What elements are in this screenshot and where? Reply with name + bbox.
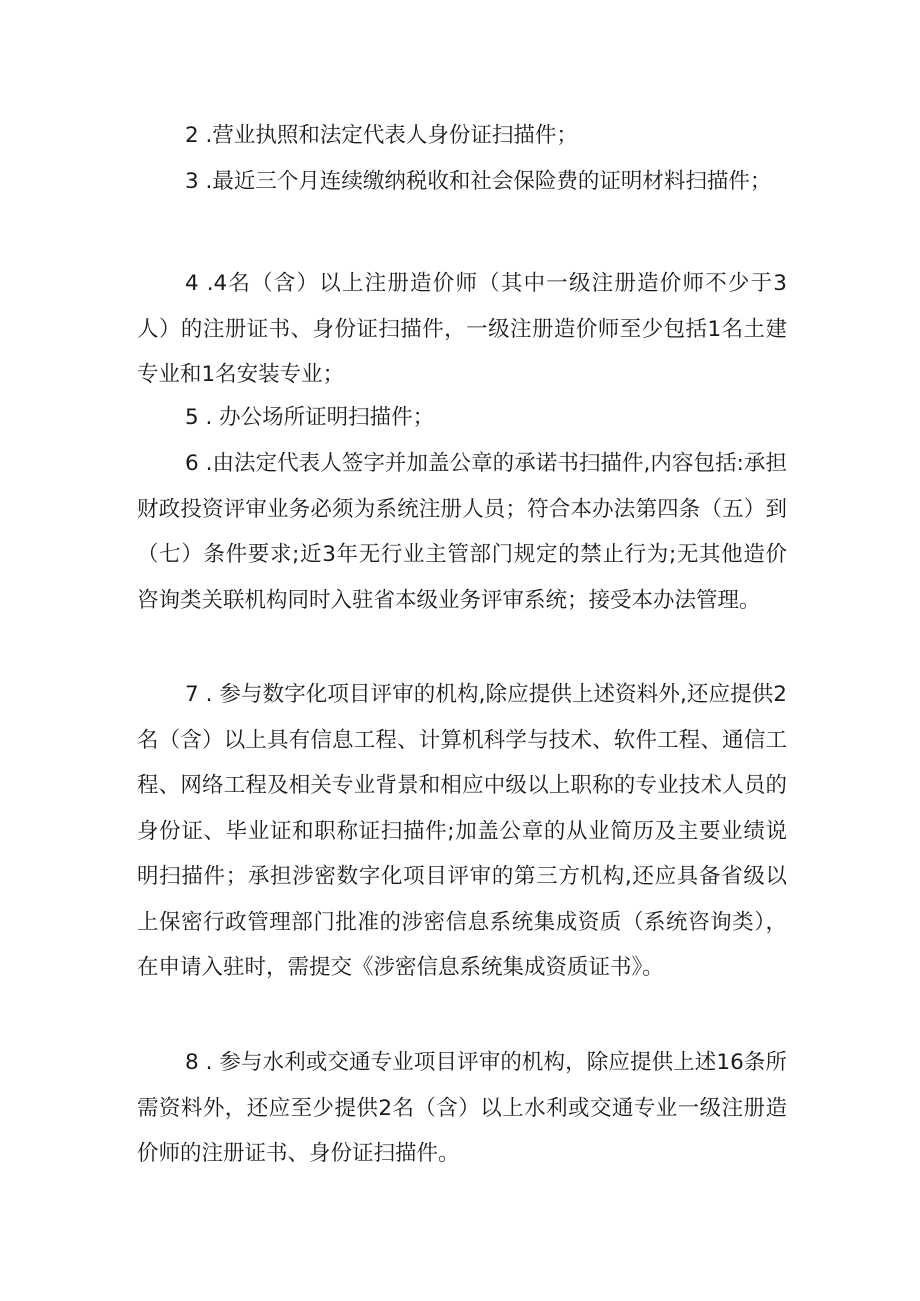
paragraph-item-7: 7 . 参与数字化项目评审的机构,除应提供上述资料外,还应提供2名（含）以上具有信息工程、计算机科学与技术、软件工程、通信工程、网络工程及相关专业背景和相应中级以上职称的专业技术人员的身份证、毕业证和职称证扫描件;加盖公章的从业简历及主要业绩说明扫描件；承担涉密数字化项目评审的第三方机构,还应具备省级以上保密行政管理部门批准的涉密信息系统集成资质（系统咨询类），在申请入驻时，需提交《涉密信息系统集成资质证书》。 <box>137 682 787 980</box>
paragraph-item-2: 2 .营业执照和法定代表人身份证扫描件； <box>185 123 578 148</box>
paragraph-item-6: 6 .由法定代表人签字并加盖公章的承诺书扫描件,内容包括:承担财政投资评审业务必须为系统注册人员；符合本办法第四条（五）到（七）条件要求;近3年无行业主管部门规定的禁止行为;无其他造价咨询类关联机构同时入驻省本级业务评审系统；接受本办法管理。 <box>137 451 787 613</box>
paragraph-item-5: 5 . 办公场所证明扫描件； <box>185 405 435 430</box>
paragraph-item-4: 4 .4名（含）以上注册造价师（其中一级注册造价师不少于3人）的注册证书、身份证扫描件，一级注册造价师至少包括1名土建专业和1名安装专业； <box>137 271 787 387</box>
paragraph-item-8: 8 . 参与水利或交通专业项目评审的机构，除应提供上述16条所需资料外，还应至少提供2名（含）以上水利或交通专业一级注册造价师的注册证书、身份证扫描件。 <box>137 1050 787 1166</box>
paragraph-item-3: 3 .最近三个月连续缴纳税收和社会保险费的证明材料扫描件； <box>185 169 772 194</box>
